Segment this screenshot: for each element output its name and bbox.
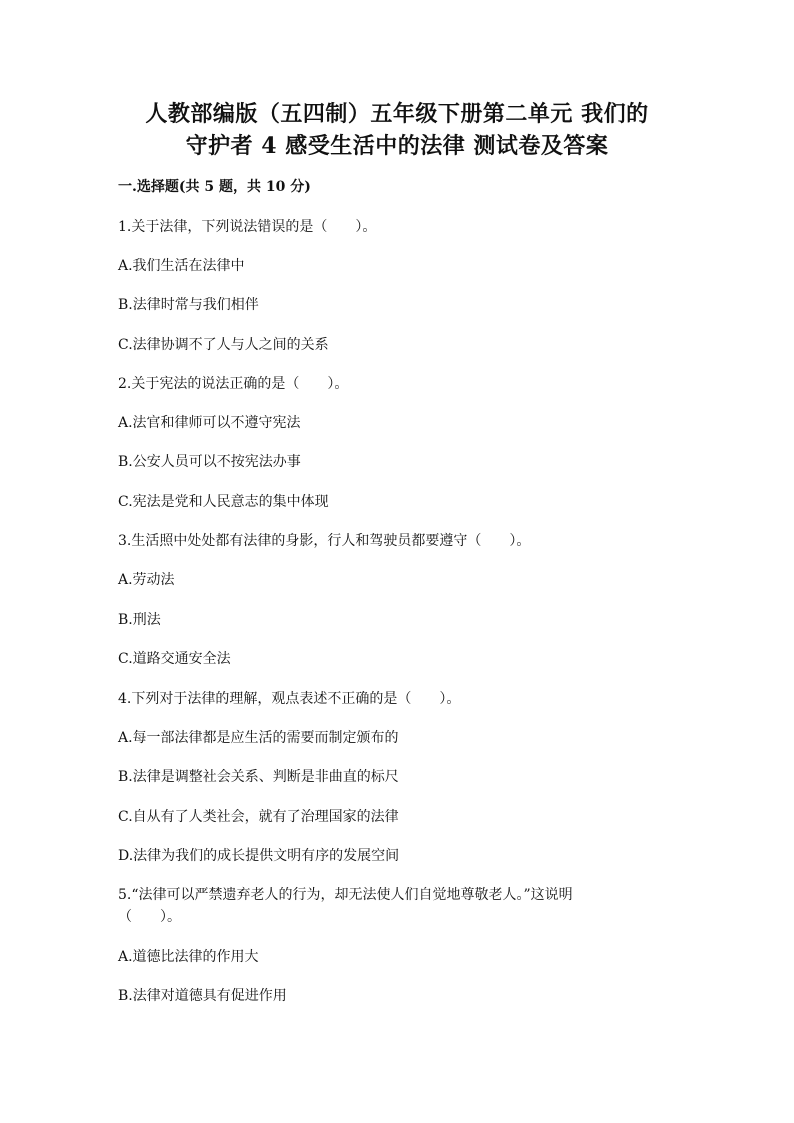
question-1-option-b: B.法律时常与我们相伴 [118,297,259,313]
question-3-stem: 3.生活照中处处都有法律的身影，行人和驾驶员都要遵守（ ）。 [118,533,531,549]
question-1-option-c: C.法律协调不了人与人之间的关系 [118,337,329,353]
question-2-option-a: A.法官和律师可以不遵守宪法 [118,415,301,431]
question-4-option-b: B.法律是调整社会关系、判断是非曲直的标尺 [118,769,399,785]
document-title-line-2: 守护者 4 感受生活中的法律 测试卷及答案 [185,133,609,159]
question-4-option-a: A.每一部法律都是应生活的需要而制定颁布的 [118,730,399,746]
question-2-option-c: C.宪法是党和人民意志的集中体现 [118,494,329,510]
question-5-option-a: A.道德比法律的作用大 [118,949,259,965]
question-2-stem: 2.关于宪法的说法正确的是（ ）。 [118,376,349,392]
section-heading: 一.选择题(共 5 题，共 10 分) [118,179,311,195]
question-4-option-c: C.自从有了人类社会，就有了治理国家的法律 [118,809,399,825]
question-5-stem: 5.“法律可以严禁遗弃老人的行为，却无法使人们自觉地尊敬老人。”这说明 [118,887,573,903]
question-4-option-d: D.法律为我们的成长提供文明有序的发展空间 [118,848,400,864]
question-5-option-b: B.法律对道德具有促进作用 [118,988,287,1004]
question-1-option-a: A.我们生活在法律中 [118,258,245,274]
question-3-option-c: C.道路交通安全法 [118,651,231,667]
document-title-line-1: 人教部编版（五四制）五年级下册第二单元 我们的 [145,101,649,127]
question-1-stem: 1.关于法律，下列说法错误的是（ ）。 [118,219,377,235]
question-5-stem-continued: （ ）。 [118,909,181,925]
question-3-option-b: B.刑法 [118,612,161,628]
question-3-option-a: A.劳动法 [118,572,175,588]
question-4-stem: 4.下列对于法律的理解，观点表述不正确的是（ ）。 [118,691,461,707]
question-2-option-b: B.公安人员可以不按宪法办事 [118,454,301,470]
